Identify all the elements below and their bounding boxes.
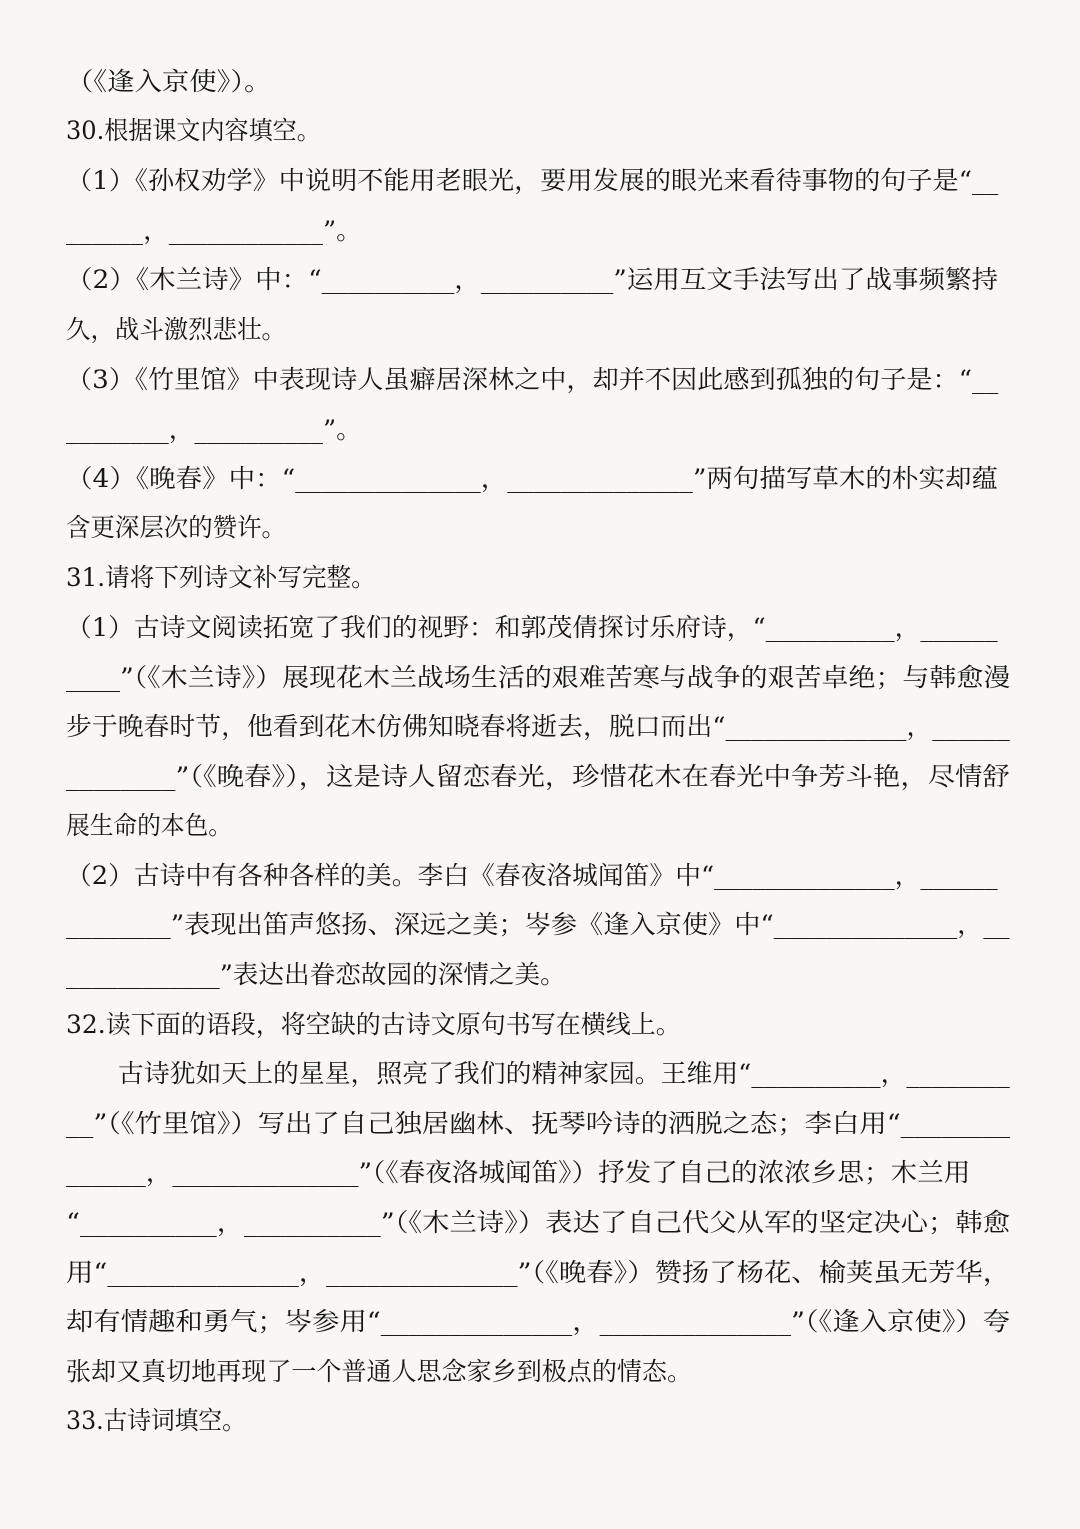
question-32-heading: 32.读下面的语段，将空缺的古诗文原句书写在横线上。 — [66, 1010, 681, 1039]
q32-paragraph-line3: ______，______________”（《春夜洛城闻笛》）抒发了自己的浓浓乡思；木兰用 — [66, 1158, 971, 1187]
text-line-1: （《逢入京使》）。 — [66, 67, 272, 96]
q32-paragraph-line6: 却有情趣和勇气；岑参用“______________，______________”（《逢入京使》）夸 — [66, 1307, 1011, 1336]
q31-part2-line3: ____________”表达出眷恋故园的深情之美。 — [66, 960, 566, 989]
q32-paragraph-line2: __”（《竹里馆》）写出了自己独居幽林、抚琴吟诗的洒脱之态；李白用“________ — [66, 1109, 1011, 1138]
q30-part2-line2: 久，战斗激烈悲壮。 — [66, 315, 287, 344]
q32-paragraph-line7: 张却又真切地再现了一个普通人思念家乡到极点的情态。 — [66, 1357, 693, 1386]
q32-paragraph-line4: “__________，__________”（《木兰诗》）表达了自己代父从军的坚定决心；韩愈 — [66, 1208, 1011, 1237]
q30-part1-line2: ______，____________”。 — [66, 216, 362, 245]
q30-part3-line2: ________，__________”。 — [66, 415, 362, 444]
q32-paragraph-line5: 用“______________，______________”（《晚春》）赞扬了杨花、榆荚虽无芳华， — [66, 1258, 1011, 1287]
q31-part2-line1: （2）古诗中有各种各样的美。李白《春夜洛城闻笛》中“______________，______ — [66, 861, 998, 890]
q31-part2-line2: ________”表现出笛声悠扬、深远之美；岑参《逢入京使》中“______________，__ — [66, 910, 1010, 939]
q30-part2-line1: （2）《木兰诗》中：“__________，__________”运用互文手法写出了战事频繁持 — [66, 265, 998, 294]
q31-part1-line4: ________”（《晚春》），这是诗人留恋春光，珍惜花木在春光中争芳斗艳，尽情舒 — [66, 762, 1010, 791]
q30-part1-line1: （1）《孙权劝学》中说明不能用老眼光，要用发展的眼光来看待事物的句子是“__ — [66, 166, 999, 195]
q31-part1-line2: ____”（《木兰诗》）展现花木兰战场生活的艰难苦寒与战争的艰苦卓绝；与韩愈漫 — [66, 663, 1011, 692]
q31-part1-line1: （1）古诗文阅读拓宽了我们的视野：和郭茂倩探讨乐府诗，“__________，______ — [66, 613, 998, 642]
q30-part4-line2: 含更深层次的赞许。 — [66, 513, 287, 542]
q31-part1-line3: 步于晚春时节，他看到花木仿佛知晓春将逝去，脱口而出“______________，______ — [66, 712, 1010, 741]
question-33-heading: 33.古诗词填空。 — [66, 1406, 246, 1435]
q32-paragraph-line1: 古诗犹如天上的星星，照亮了我们的精神家园。王维用“__________，________ — [118, 1059, 1010, 1088]
q31-part1-line5: 展生命的本色。 — [66, 811, 233, 840]
question-31-heading: 31.请将下列诗文补写完整。 — [66, 563, 376, 592]
q30-part4-line1: （4）《晚春》中：“______________，______________”两句描写草木的朴实却蕴 — [66, 464, 998, 493]
q30-part3-line1: （3）《竹里馆》中表现诗人虽癖居深林之中，却并不因此感到孤独的句子是：“__ — [66, 365, 999, 394]
question-30-heading: 30.根据课文内容填空。 — [66, 116, 321, 145]
